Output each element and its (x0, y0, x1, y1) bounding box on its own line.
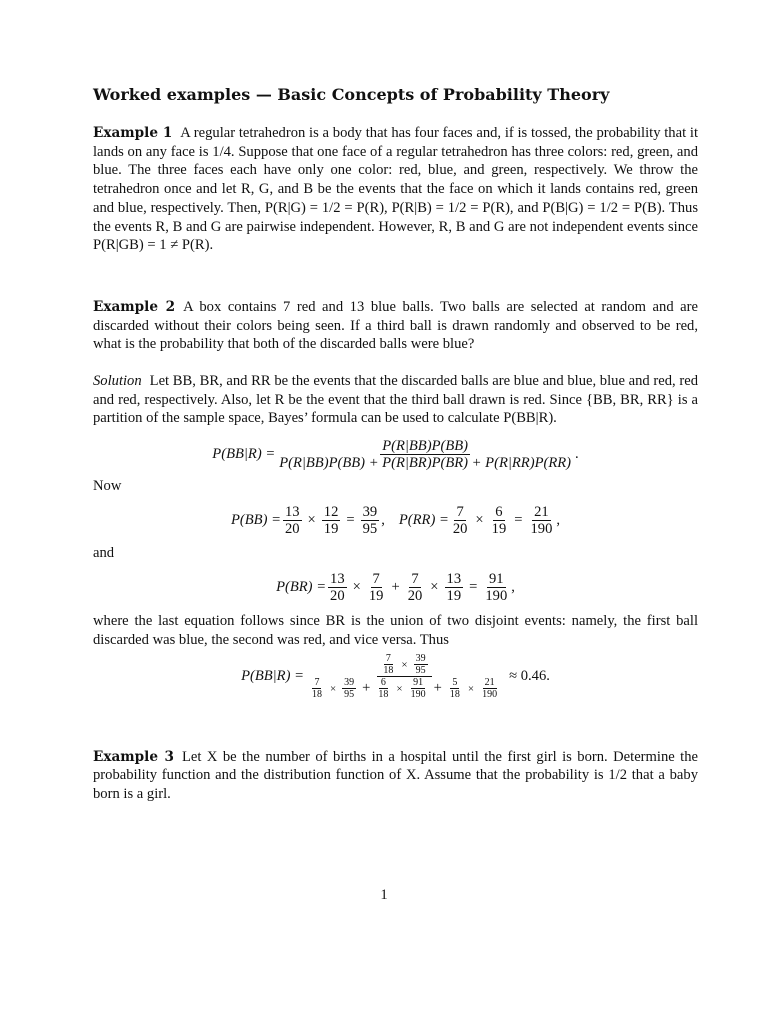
document-page (93, 84, 698, 804)
bayes-formula: P(BB|R) = $\frac{P(R|BB)P(BB)}{P(R|BB)P(BB) + P(R|BR)P(BR) + P(R|RR)P(RR)}$ . (212, 437, 579, 471)
and-label: and (93, 545, 115, 562)
example-1-text: A regular tetrahedron is a body that has four faces and, if is tossed, the probability that it lands on any face is 1/4. Suppose that one face of a regular tetrahedron has three colors: red, green, and blue. The three faces each have only one color: red, blue, and green, respectively. We throw the tetrahedron once and let R, G, and B be the events that the face on which it lands contains red, green and blue, respectively. Then, P(R|G) = 1/2 = P(R), P(R|B) = 1/2 = P(R), and P(B|G) = 1/2 = P(B). Thus the events R, B and G are pairwise independent. However, R, B and G are not independent events since P(R|GB) = 1 ≠ P(R). (93, 125, 698, 254)
final-formula (93, 650, 698, 704)
bayes-denominator: P(R|BB)P(BB) + P(R|BR)P(BR) + P(R|RR)P(RR) (279, 454, 572, 471)
eq-bb-lhs: P(BB) = (230, 511, 281, 528)
final-lhs: P(BB|R) = (241, 668, 304, 685)
bayes-lhs: P(BB|R) = (212, 445, 276, 462)
example-2 (93, 298, 698, 354)
eq-bb-rr: P(BB) = $\frac{13}{20}$ × $\frac{12}{19}$ = $\frac{39}{95}$ , P(RR) = $\frac{7}{20}$ × $\frac{6}{19}$ = $\frac{21}{190}$ , (230, 503, 561, 537)
example-3-label: Example 3 (93, 748, 174, 765)
example-2-label: Example 2 (93, 298, 176, 315)
bayes-numerator: P(R|BB)P(BB) (382, 437, 469, 454)
final-result: ≈ 0.46. (509, 668, 550, 685)
solution-label: Solution (93, 373, 142, 390)
now-label: Now (93, 478, 122, 495)
where-text: where the last equation follows since BR is the union of two disjoint events: namely, the first ball discarded was blue, the second was red, and vice versa. Thus (93, 613, 698, 648)
page-title: Worked examples — Basic Concepts of Probability Theory (93, 85, 610, 104)
final-fraction: $\frac{7}{18}$ × $\frac{39}{95}$ $\frac{7}{18}$ × $\frac{39}{95}$ + $\frac{6}{18}$ × $\frac{91}{190}$ + $\frac{5}{18}$ × $\frac{21}{190}$ (311, 653, 498, 701)
example-2-text: A box contains 7 red and 13 blue balls. Two balls are selected at random and are discarded without their colors being seen. If a third ball is drawn randomly and observed to be red, what is the probability that both of the discarded balls were blue? (93, 298, 698, 353)
example-1-label: Example 1 (93, 125, 173, 141)
example-3 (93, 748, 698, 804)
example-2-solution (93, 372, 698, 428)
solution-text: Let BB, BR, and RR be the events that the discarded balls are blue and blue, blue and red, red and red, respectively. Also, let R be the event that the third ball drawn is red. Since {BB, BR, RR} is a partition of the sample space, Bayes’ formula can be used to calculate P(BB|R). (93, 373, 698, 427)
eq-br-lhs: P(BR) = (276, 578, 327, 595)
eq-rr-lhs: P(RR) = (398, 511, 449, 528)
bayes-fraction (277, 438, 573, 471)
page-number: 1 (380, 887, 388, 903)
eq-br: P(BR) = $\frac{13}{20}$ × $\frac{7}{19}$ + $\frac{7}{20}$ × $\frac{13}{19}$ = $\frac{91}{190}$ , (276, 570, 515, 604)
example-3-text: Let X be the number of births in a hospital until the first girl is born. Determine the probability function and the distribution function of X. Assume that the probability is 1/2 that a baby born is a girl. (93, 748, 698, 802)
example-1 (93, 124, 698, 255)
